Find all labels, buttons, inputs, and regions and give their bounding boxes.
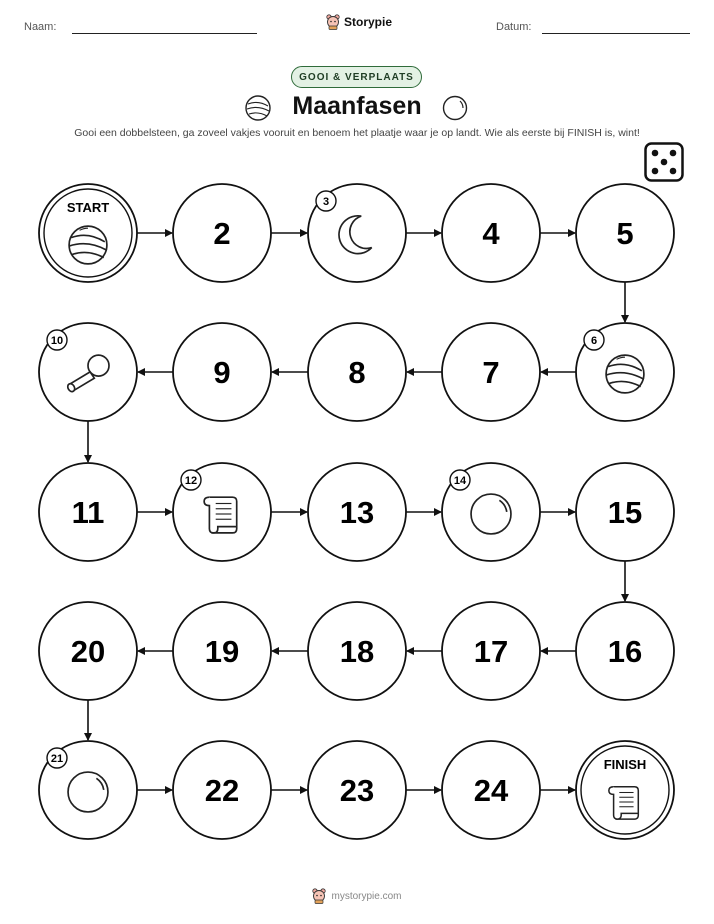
board-space [442, 602, 540, 700]
full-moon-icon [68, 772, 108, 812]
board-space [173, 463, 271, 561]
space-number: 6 [590, 335, 598, 347]
space-number: 2 [213, 216, 231, 251]
space-number: 17 [473, 634, 509, 669]
space-number: 21 [50, 753, 64, 765]
board-space [442, 463, 540, 561]
ball-icon [69, 226, 107, 264]
start-label: START [66, 200, 110, 215]
space-number: 16 [607, 634, 643, 669]
board-space [39, 463, 137, 561]
space-number: 3 [322, 196, 330, 208]
space-number: 24 [473, 773, 509, 808]
board-space [173, 602, 271, 700]
page-title: Maanfasen [292, 92, 422, 120]
board-space [308, 323, 406, 421]
instructions: Gooi een dobbelsteen, ga zoveel vakjes vooruit en benoem het plaatje waar je op landt. Wie als eerste bij FINISH is, wint! [74, 127, 640, 139]
space-number: 10 [50, 335, 64, 347]
board-space [173, 741, 271, 839]
board-space [39, 323, 137, 421]
board-space [173, 323, 271, 421]
bubble-icon [471, 494, 511, 534]
board-space [39, 602, 137, 700]
board-space [173, 184, 271, 282]
ball-icon [606, 355, 644, 393]
space-number: 5 [616, 216, 634, 251]
space-number: 13 [339, 495, 375, 530]
board-space [308, 463, 406, 561]
space-number: 9 [213, 355, 231, 390]
board-space [442, 741, 540, 839]
scroll-icon [204, 497, 237, 533]
board-space [576, 602, 674, 700]
space-number: 12 [184, 475, 198, 487]
finish-space [576, 741, 674, 839]
board-space [39, 741, 137, 839]
board-space [442, 323, 540, 421]
footer-url: mystorypie.com [331, 890, 402, 902]
board-space [576, 184, 674, 282]
start-space [39, 184, 137, 282]
space-number: 22 [204, 773, 240, 808]
footer [0, 888, 714, 904]
board-space [576, 323, 674, 421]
space-number: 23 [339, 773, 375, 808]
brand-name: Storypie [344, 15, 393, 29]
game-type-badge: GOOI & VERPLAATS [291, 66, 422, 88]
board-space [308, 602, 406, 700]
finish-label: FINISH [603, 757, 647, 772]
name-label: Naam: [24, 21, 57, 33]
mascot-icon [312, 888, 326, 904]
space-number: 11 [71, 495, 105, 530]
space-number: 4 [482, 216, 500, 251]
space-number: 8 [348, 355, 366, 390]
space-number: 15 [607, 495, 643, 530]
space-number: 18 [339, 634, 375, 669]
board-space [442, 184, 540, 282]
board-space [576, 463, 674, 561]
board-space [308, 741, 406, 839]
space-number: 20 [70, 634, 106, 669]
scroll-icon [609, 787, 638, 819]
date-label: Datum: [496, 21, 532, 33]
space-number: 14 [453, 475, 467, 487]
space-number: 19 [204, 634, 240, 669]
board-space [308, 184, 406, 282]
space-number: 7 [482, 355, 500, 390]
